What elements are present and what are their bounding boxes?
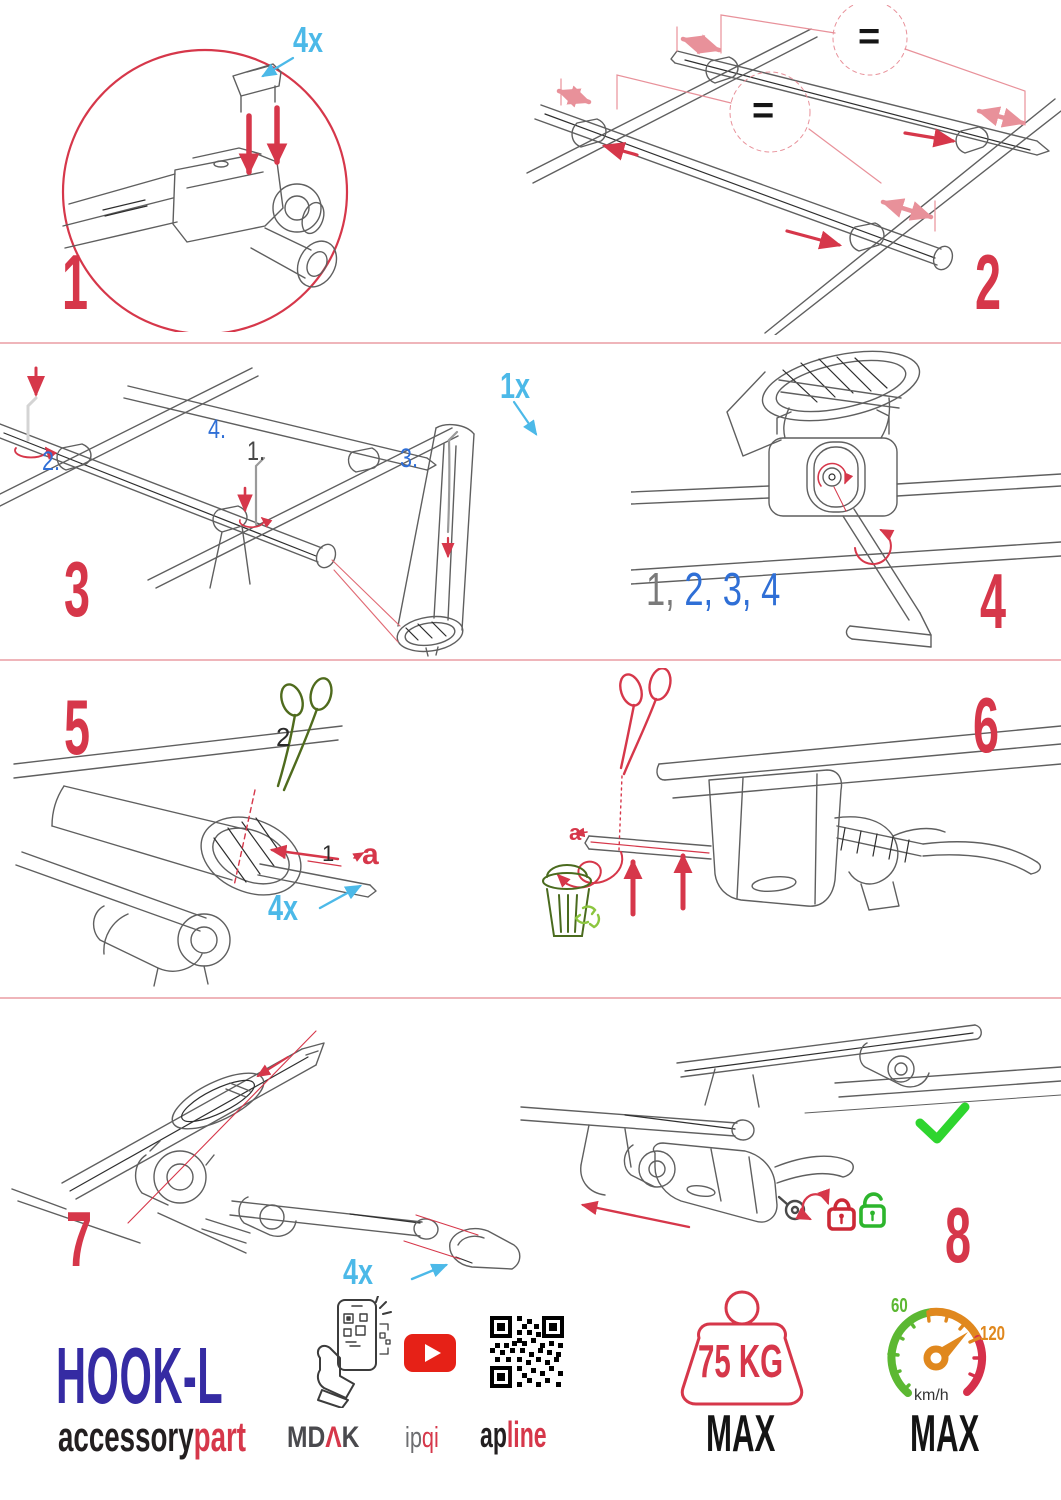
- brand-logo: [58, 1413, 247, 1460]
- logo-ipqi: ipqi: [405, 1422, 439, 1454]
- brand-accessory: accessory: [58, 1413, 194, 1460]
- step3-qty-label: 1x: [500, 365, 531, 406]
- brand-part: part: [193, 1413, 247, 1460]
- ghost-key: [28, 398, 36, 440]
- equal-sign-top: =: [858, 16, 881, 58]
- step7-red-marks: [128, 1031, 478, 1259]
- equal-sign-mid: =: [752, 90, 775, 132]
- key-turn-arrow: [803, 1194, 828, 1219]
- step8-number: 8: [945, 1191, 972, 1279]
- key-icon: [779, 1197, 804, 1219]
- insert-arrows: [249, 108, 277, 172]
- magnifier-circle: [63, 50, 347, 332]
- divider-3: [0, 997, 1061, 999]
- step1-number: 1: [62, 238, 89, 326]
- speed-max-label: MAX: [910, 1405, 980, 1463]
- step2-number: 2: [975, 238, 1002, 326]
- mdak-caret: Λ: [325, 1421, 342, 1454]
- step3-sub1: 1.: [247, 436, 266, 466]
- step5-strip-label: 1: [322, 841, 335, 866]
- check-icon: [920, 1107, 965, 1139]
- step5-scissors-label: 2: [276, 722, 291, 752]
- speed-low-label: 60: [891, 1295, 908, 1317]
- strip-red-line: [591, 842, 709, 853]
- qty-callout-line: [514, 402, 536, 434]
- seq-gray: 1,: [646, 563, 675, 615]
- step3-sub4: 4.: [208, 414, 227, 444]
- step3-sub3: 3.: [400, 443, 419, 473]
- step4-number: 4: [980, 557, 1007, 645]
- step5-dim-label: a: [362, 838, 379, 871]
- step4-sequence: [646, 563, 781, 615]
- push-up-arrows: [633, 856, 683, 914]
- allen-key-lines: [256, 432, 457, 532]
- step6-dim-label: a: [569, 820, 582, 845]
- divider-1: [0, 342, 1061, 344]
- step3-sub2: 2.: [42, 446, 61, 476]
- speed-unit-label: km/h: [914, 1387, 949, 1404]
- weight-value: 75 KG: [698, 1335, 784, 1387]
- scissors-icon-red: [617, 668, 674, 850]
- phone-qr-scan-icon: [310, 1296, 394, 1408]
- padlock-locked-icon: [829, 1200, 854, 1229]
- step5-qty-label: 4x: [268, 887, 299, 928]
- step3-number: 3: [64, 545, 91, 633]
- step3-illustration: [0, 348, 660, 660]
- step5-number: 5: [64, 683, 91, 771]
- qty-callout-line: [412, 1265, 446, 1279]
- logo-mdak: MDΛK: [287, 1421, 360, 1454]
- padlock-open-icon: [861, 1194, 884, 1226]
- youtube-icon: [404, 1334, 456, 1372]
- seq-blue: 2, 3, 4: [684, 563, 781, 615]
- product-name: HOOK-L: [56, 1331, 224, 1420]
- qr-code: [490, 1316, 564, 1388]
- speed-high-label: 120: [980, 1323, 1006, 1345]
- step6-number: 6: [973, 681, 1000, 769]
- trash-bin-icon: [543, 865, 591, 936]
- measure-leaders: [561, 15, 1025, 231]
- recycle-icon: [576, 907, 599, 927]
- step8-illustration: [505, 1005, 1061, 1300]
- weight-max-label: MAX: [706, 1405, 776, 1463]
- logo-apline: apline: [480, 1414, 547, 1455]
- step7-number: 7: [66, 1195, 93, 1283]
- step1-qty-label: 4x: [293, 19, 324, 60]
- slide-arrows: [605, 133, 953, 245]
- slide-cover-arrow: [583, 1205, 689, 1227]
- step7-qty-label: 4x: [343, 1251, 374, 1292]
